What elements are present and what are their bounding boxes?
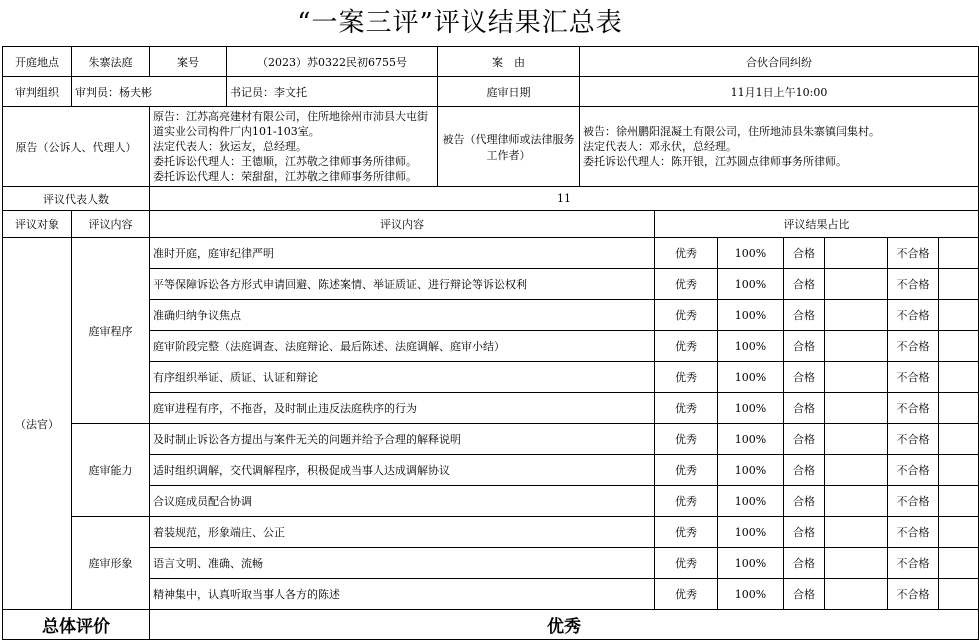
rating-pass-label: 合格 xyxy=(784,548,825,579)
rating-excellent-label: 优秀 xyxy=(655,486,718,517)
rating-pass-percent xyxy=(825,548,888,579)
plaintiff-line: 委托诉讼代理人：荣甜甜，江苏敬之律师事务所律师。 xyxy=(153,170,417,183)
rating-fail-label: 不合格 xyxy=(888,238,939,269)
venue-label: 开庭地点 xyxy=(3,47,72,77)
evaluation-row xyxy=(3,300,979,331)
rating-fail-percent xyxy=(939,238,979,269)
rating-fail-percent xyxy=(939,331,979,362)
rating-fail-percent xyxy=(939,424,979,455)
rating-pass-label: 合格 xyxy=(784,238,825,269)
criterion-text: 精神集中，认真听取当事人各方的陈述 xyxy=(150,579,655,610)
plaintiff-line: 委托诉讼代理人：王德顺，江苏敬之律师事务所律师。 xyxy=(153,155,417,168)
reps-row xyxy=(3,187,979,211)
rating-fail-percent xyxy=(939,455,979,486)
evaluation-row xyxy=(3,424,979,455)
rating-excellent-label: 优秀 xyxy=(655,331,718,362)
category-name: 庭审能力 xyxy=(72,424,150,517)
overall-row xyxy=(3,610,979,640)
defendant-info xyxy=(580,107,979,187)
evaluation-row xyxy=(3,517,979,548)
judge-text: 审判员：杨夫彬 xyxy=(72,77,227,107)
rating-excellent-label: 优秀 xyxy=(655,269,718,300)
rating-pass-label: 合格 xyxy=(784,269,825,300)
rating-pass-label: 合格 xyxy=(784,455,825,486)
plaintiff-line: 原告：江苏高亮建材有限公司，住所地徐州市沛县大屯街道实业公司构件厂内101-103室。 xyxy=(153,110,428,138)
date-label: 庭审日期 xyxy=(438,77,580,107)
rating-excellent-percent: 100% xyxy=(718,331,784,362)
rating-fail-label: 不合格 xyxy=(888,548,939,579)
column-header-row xyxy=(3,211,979,238)
rating-excellent-percent: 100% xyxy=(718,424,784,455)
rating-fail-label: 不合格 xyxy=(888,331,939,362)
rating-fail-percent xyxy=(939,269,979,300)
rating-pass-percent xyxy=(825,424,888,455)
criterion-text: 语言文明、准确、流畅 xyxy=(150,548,655,579)
criterion-text: 平等保障诉讼各方形式申请回避、陈述案情、举证质证、进行辩论等诉讼权利 xyxy=(150,269,655,300)
rating-pass-percent xyxy=(825,269,888,300)
evaluation-row xyxy=(3,579,979,610)
col-content: 评议内容 xyxy=(150,211,655,238)
rating-fail-percent xyxy=(939,300,979,331)
header-row-2 xyxy=(3,77,979,107)
page-title: “一案三评”评议结果汇总表 xyxy=(297,8,623,38)
criterion-text: 适时组织调解，交代调解程序，积极促成当事人达成调解协议 xyxy=(150,455,655,486)
rating-fail-label: 不合格 xyxy=(888,300,939,331)
rating-excellent-percent: 100% xyxy=(718,269,784,300)
rating-excellent-label: 优秀 xyxy=(655,238,718,269)
defendant-line: 被告：徐州鹏阳混凝土有限公司，住所地沛县朱寨镇闫集村。 xyxy=(583,125,880,138)
evaluation-row xyxy=(3,393,979,424)
reps-label: 评议代表人数 xyxy=(3,187,150,211)
rating-excellent-label: 优秀 xyxy=(655,300,718,331)
category-name: 庭审程序 xyxy=(72,238,150,424)
criterion-text: 着装规范，形象端庄、公正 xyxy=(150,517,655,548)
evaluation-table xyxy=(2,46,979,640)
criterion-text: 庭审进程有序，不拖沓，及时制止违反法庭秩序的行为 xyxy=(150,393,655,424)
evaluation-row xyxy=(3,455,979,486)
venue-value: 朱寨法庭 xyxy=(72,47,150,77)
criterion-text: 及时制止诉讼各方提出与案件无关的问题并给予合理的解释说明 xyxy=(150,424,655,455)
rating-fail-label: 不合格 xyxy=(888,362,939,393)
evaluation-row xyxy=(3,238,979,269)
date-value: 11月1日上午10:00 xyxy=(580,77,979,107)
rating-fail-percent xyxy=(939,548,979,579)
rating-excellent-percent: 100% xyxy=(718,517,784,548)
rating-pass-label: 合格 xyxy=(784,424,825,455)
rating-fail-percent xyxy=(939,393,979,424)
rating-pass-label: 合格 xyxy=(784,486,825,517)
criterion-text: 有序组织举证、质证、认证和辩论 xyxy=(150,362,655,393)
rating-excellent-percent: 100% xyxy=(718,300,784,331)
rating-excellent-percent: 100% xyxy=(718,486,784,517)
rating-excellent-label: 优秀 xyxy=(655,424,718,455)
col-object: 评议对象 xyxy=(3,211,72,238)
rating-pass-label: 合格 xyxy=(784,393,825,424)
case-no-value: （2023）苏0322民初6755号 xyxy=(227,47,438,77)
rating-excellent-label: 优秀 xyxy=(655,362,718,393)
rating-pass-percent xyxy=(825,362,888,393)
plaintiff-line: 法定代表人：狄运友，总经理。 xyxy=(153,140,307,153)
rating-fail-percent xyxy=(939,362,979,393)
rating-fail-label: 不合格 xyxy=(888,269,939,300)
rating-pass-percent xyxy=(825,455,888,486)
defendant-line: 法定代表人：邓永伏，总经理。 xyxy=(583,140,737,153)
rating-fail-percent xyxy=(939,517,979,548)
rating-fail-label: 不合格 xyxy=(888,486,939,517)
rating-fail-label: 不合格 xyxy=(888,424,939,455)
rating-pass-label: 合格 xyxy=(784,362,825,393)
defendant-line: 委托诉讼代理人：陈开银，江苏圆点律师事务所律师。 xyxy=(583,155,847,168)
rating-excellent-label: 优秀 xyxy=(655,579,718,610)
rating-excellent-percent: 100% xyxy=(718,455,784,486)
parties-row xyxy=(3,107,979,187)
rating-pass-percent xyxy=(825,486,888,517)
rating-pass-label: 合格 xyxy=(784,331,825,362)
rating-fail-percent xyxy=(939,579,979,610)
criterion-text: 庭审阶段完整（法庭调查、法庭辩论、最后陈述、法庭调解、庭审小结） xyxy=(150,331,655,362)
header-row-1 xyxy=(3,47,979,77)
evaluation-row xyxy=(3,362,979,393)
evaluation-row xyxy=(3,331,979,362)
reps-value: 11 xyxy=(150,187,979,211)
rating-pass-label: 合格 xyxy=(784,579,825,610)
col-ratio: 评议结果占比 xyxy=(655,211,979,238)
evaluation-row xyxy=(3,269,979,300)
clerk-text: 书记员：李文托 xyxy=(227,77,438,107)
rating-fail-label: 不合格 xyxy=(888,393,939,424)
plaintiff-label: 原告（公诉人、代理人） xyxy=(3,107,150,187)
defendant-label: 被告（代理律师或法律服务工作者） xyxy=(438,107,580,187)
evaluated-object: （法官） xyxy=(3,238,72,610)
rating-excellent-label: 优秀 xyxy=(655,393,718,424)
rating-pass-percent xyxy=(825,300,888,331)
rating-excellent-percent: 100% xyxy=(718,238,784,269)
cause-label: 案 由 xyxy=(438,47,580,77)
rating-excellent-percent: 100% xyxy=(718,393,784,424)
criterion-text: 准时开庭，庭审纪律严明 xyxy=(150,238,655,269)
plaintiff-info xyxy=(150,107,438,187)
rating-pass-percent xyxy=(825,579,888,610)
rating-excellent-label: 优秀 xyxy=(655,455,718,486)
rating-fail-label: 不合格 xyxy=(888,455,939,486)
evaluation-row xyxy=(3,486,979,517)
criterion-text: 合议庭成员配合协调 xyxy=(150,486,655,517)
rating-pass-label: 合格 xyxy=(784,300,825,331)
rating-fail-label: 不合格 xyxy=(888,517,939,548)
criterion-text: 准确归纳争议焦点 xyxy=(150,300,655,331)
overall-value: 优秀 xyxy=(150,610,979,640)
rating-excellent-percent: 100% xyxy=(718,579,784,610)
rating-pass-percent xyxy=(825,393,888,424)
rating-fail-percent xyxy=(939,486,979,517)
rating-pass-percent xyxy=(825,238,888,269)
panel-label: 审判组织 xyxy=(3,77,72,107)
evaluation-row xyxy=(3,548,979,579)
col-content-category: 评议内容 xyxy=(72,211,150,238)
category-name: 庭审形象 xyxy=(72,517,150,610)
rating-pass-percent xyxy=(825,331,888,362)
rating-pass-percent xyxy=(825,517,888,548)
overall-label: 总体评价 xyxy=(3,610,150,640)
rating-excellent-percent: 100% xyxy=(718,362,784,393)
rating-fail-label: 不合格 xyxy=(888,579,939,610)
rating-pass-label: 合格 xyxy=(784,517,825,548)
rating-excellent-label: 优秀 xyxy=(655,548,718,579)
case-no-label: 案号 xyxy=(150,47,227,77)
rating-excellent-percent: 100% xyxy=(718,548,784,579)
rating-excellent-label: 优秀 xyxy=(655,517,718,548)
cause-value: 合伙合同纠纷 xyxy=(580,47,979,77)
